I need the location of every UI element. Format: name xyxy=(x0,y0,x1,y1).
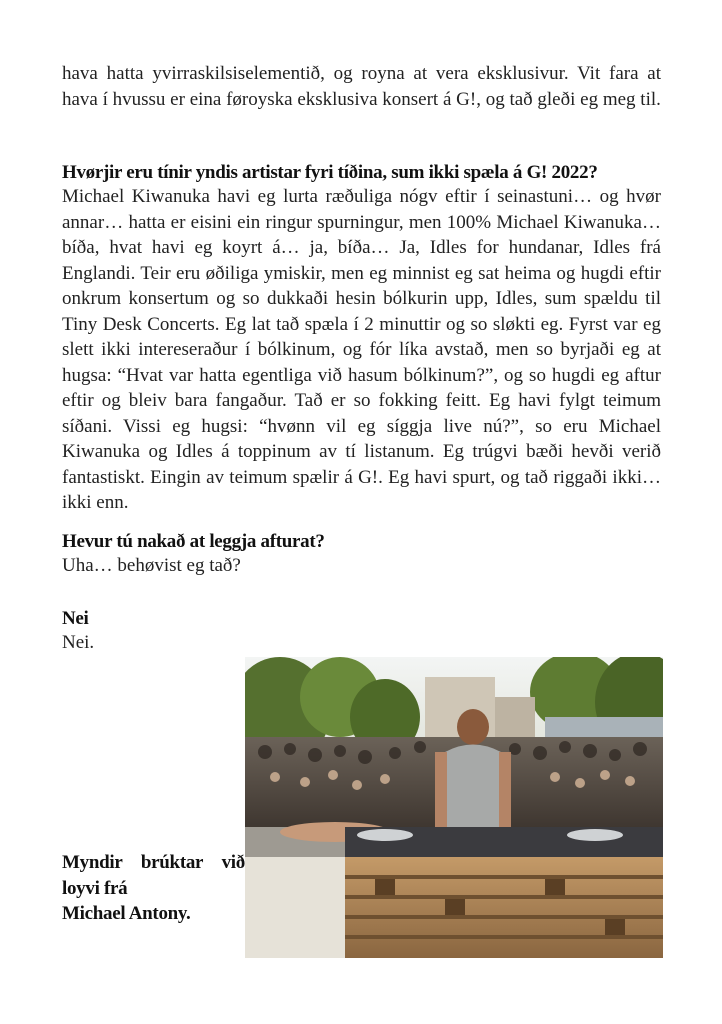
caption-line-1 xyxy=(62,850,245,876)
question-nei: Nei xyxy=(62,608,89,629)
question-favourite-artists: Hvørjir eru tínir yndis artistar fyri tíðina, sum ikki spæla á G! 2022? xyxy=(62,162,598,183)
answer-nei: Nei. xyxy=(62,632,95,653)
concert-dj-photo xyxy=(245,657,663,958)
photo-caption xyxy=(62,850,245,927)
question-anything-to-add: Hevur tú nakað at leggja afturat? xyxy=(62,531,325,552)
caption-line-2: loyvi frá xyxy=(62,877,128,899)
intro-paragraph: hava hatta yvirraskilsiselementið, og royna at vera eksklusivur. Vit fara at hava í hvussu er eina føroyska eksklusiva konsert á G!, og tað gleði eg meg til. xyxy=(62,63,661,110)
answer-anything-to-add: Uha… behøvist eg tað? xyxy=(62,555,241,576)
caption-word: við xyxy=(221,852,245,873)
caption-line-3: Michael Antony. xyxy=(62,903,191,924)
answer-favourite-artists: Michael Kiwanuka havi eg lurta ræðuliga nógv eftir í seinastuni… og hvør annar… hatta er eisini ein ringur spurningur, men 100% Michael Kiwanuka… bíða, hvat havi eg koyrt á… ja, bíða… Ja, Idles for hundanar, Idles frá Englandi. Teir eru øðiliga ymiskir, men eg minnist eg sat heima og hugdi eftir onkrum konsertum og so dukkaði hesin bólkurin upp, Idles, sum spældu til Tiny Desk Concerts. Eg lat tað spæla í 2 minuttir og so sløkti eg. Fyrst var eg slett ikki intereseraður í bólkinum, og fór líka avstað, men so byrjaði eg at hugsa: “Hvat var hatta egentliga við hasum bólkinum?”, og so hugdi eg aftur eftir og bleiv bara fangaður. Tað er so fokking feitt. Eg havi fylgt teimum síðani. Vissi eg hugsi: “hvønn vil eg síggja live nú?”, so eru Michael Kiwanuka og Idles á toppinum av tí listanum. Eg trúgvi bæði hevði verið fantastiskt. Eingin av teimum spælir á G!. Eg havi spurt, og tað riggaði ikki… ikki enn. xyxy=(62,186,661,513)
caption-word: brúktar xyxy=(140,852,204,873)
caption-word: Myndir xyxy=(62,852,123,873)
